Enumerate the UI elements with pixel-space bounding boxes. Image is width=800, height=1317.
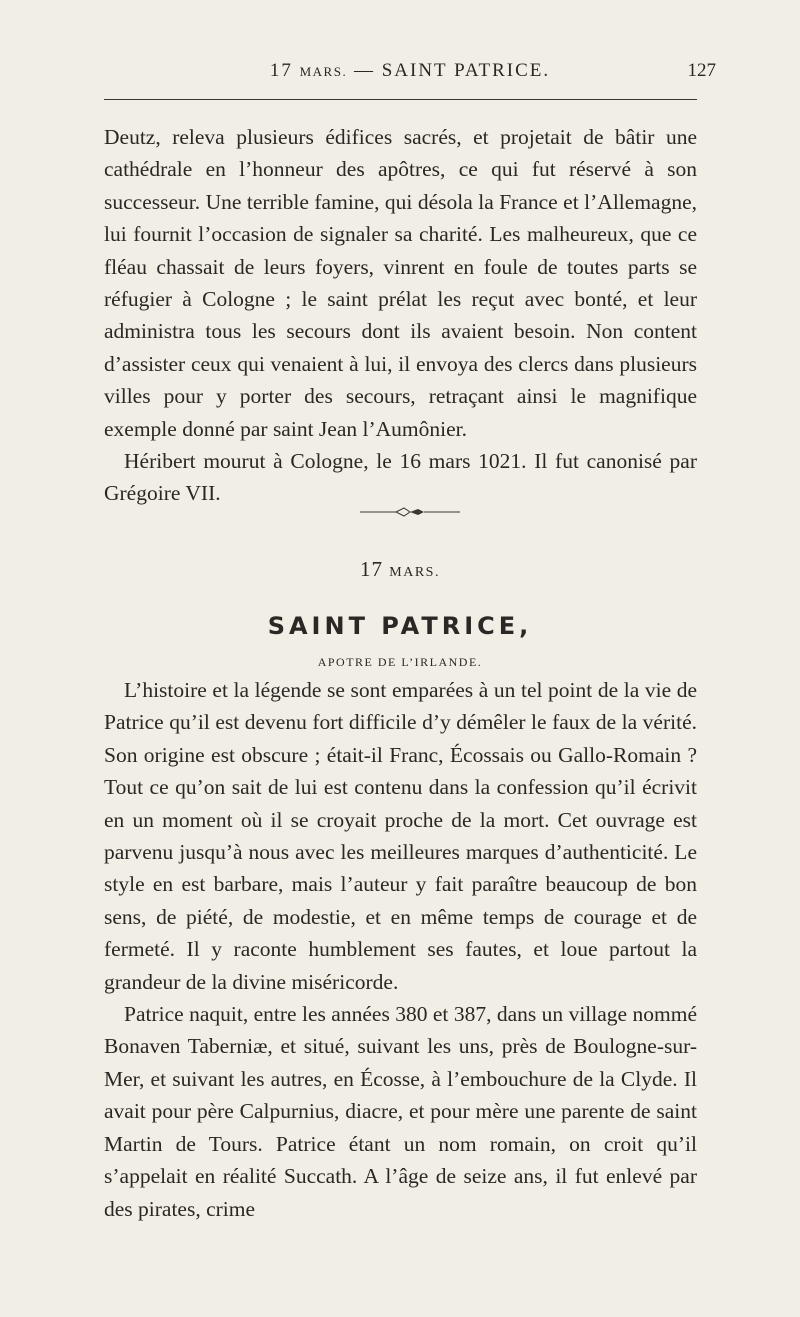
running-head bbox=[104, 60, 716, 88]
section-date bbox=[0, 557, 800, 582]
running-head-separator: — bbox=[353, 60, 375, 81]
section-title: SAINT PATRICE, bbox=[267, 612, 533, 640]
section-divider-ornament bbox=[360, 505, 460, 519]
section-body-text bbox=[104, 674, 697, 1225]
section-month: MARS. bbox=[389, 565, 440, 580]
previous-entry-text bbox=[104, 121, 697, 510]
paragraph: L’histoire et la légende se sont emparées à un tel point de la vie de Patrice qu’il est devenu fort difficile d’y démêler le faux de la vérité. Son origine est obscure ; était-il Franc, Écossais ou Gallo-Romain ? Tout ce qu’on sait de lui est contenu dans la confession qu’il écrivit en un moment où il se croyait proche de la mort. Cet ouvrage est parvenu jusqu’à nous avec les meilleures marques d’authenticité. Le style en est barbare, mais l’auteur y fait paraître beaucoup de bon sens, de piété, de modestie, et en même temps de courage et de fermeté. Il y raconte humblement ses fautes, et loue partout la grandeur de la divine miséricorde. bbox=[104, 678, 697, 994]
running-head-month: MARS. bbox=[299, 64, 348, 79]
header-rule bbox=[104, 99, 697, 100]
running-head-day: 17 bbox=[269, 60, 293, 81]
section-subtitle: APOTRE DE L’IRLANDE. bbox=[317, 655, 483, 669]
paragraph: Deutz, releva plusieurs édifices sacrés, et projetait de bâtir une cathédrale en l’honneur des apôtres, ce qui fut réservé à son successeur. Une terrible famine, qui désola la France et l’Allemagne, lui fournit l’occasion de signaler sa charité. Les malheureux, que ce fléau chassait de leurs foyers, vinrent en foule de toutes parts se réfugier à Cologne ; le saint prélat les reçut avec bonté, et leur administra tous les secours dont ils avaient besoin. Non content d’assister ceux qui venaient à lui, il envoya des clercs dans plusieurs villes pour y porter des secours, retraçant ainsi le magnifique exemple donné par saint Jean l’Aumônier. bbox=[104, 125, 697, 441]
paragraph: Patrice naquit, entre les années 380 et 387, dans un village nommé Bonaven Taberniæ, et situé, suivant les uns, près de Boulogne-sur-Mer, et suivant les autres, en Écosse, à l’embouchure de la Clyde. Il avait pour père Calpurnius, diacre, et pour mère une parente de saint Martin de Tours. Patrice étant un nom romain, on croit qu’il s’appelait en réalité Succath. A l’âge de seize ans, il fut enlevé par des pirates, crime bbox=[104, 1002, 697, 1221]
running-head-saint: SAINT PATRICE. bbox=[381, 60, 551, 81]
running-head-title bbox=[104, 60, 716, 82]
section-day: 17 bbox=[360, 557, 384, 581]
page-number: 127 bbox=[687, 60, 716, 81]
paragraph: Héribert mourut à Cologne, le 16 mars 1021. Il fut canonisé par Grégoire VII. bbox=[104, 449, 697, 506]
